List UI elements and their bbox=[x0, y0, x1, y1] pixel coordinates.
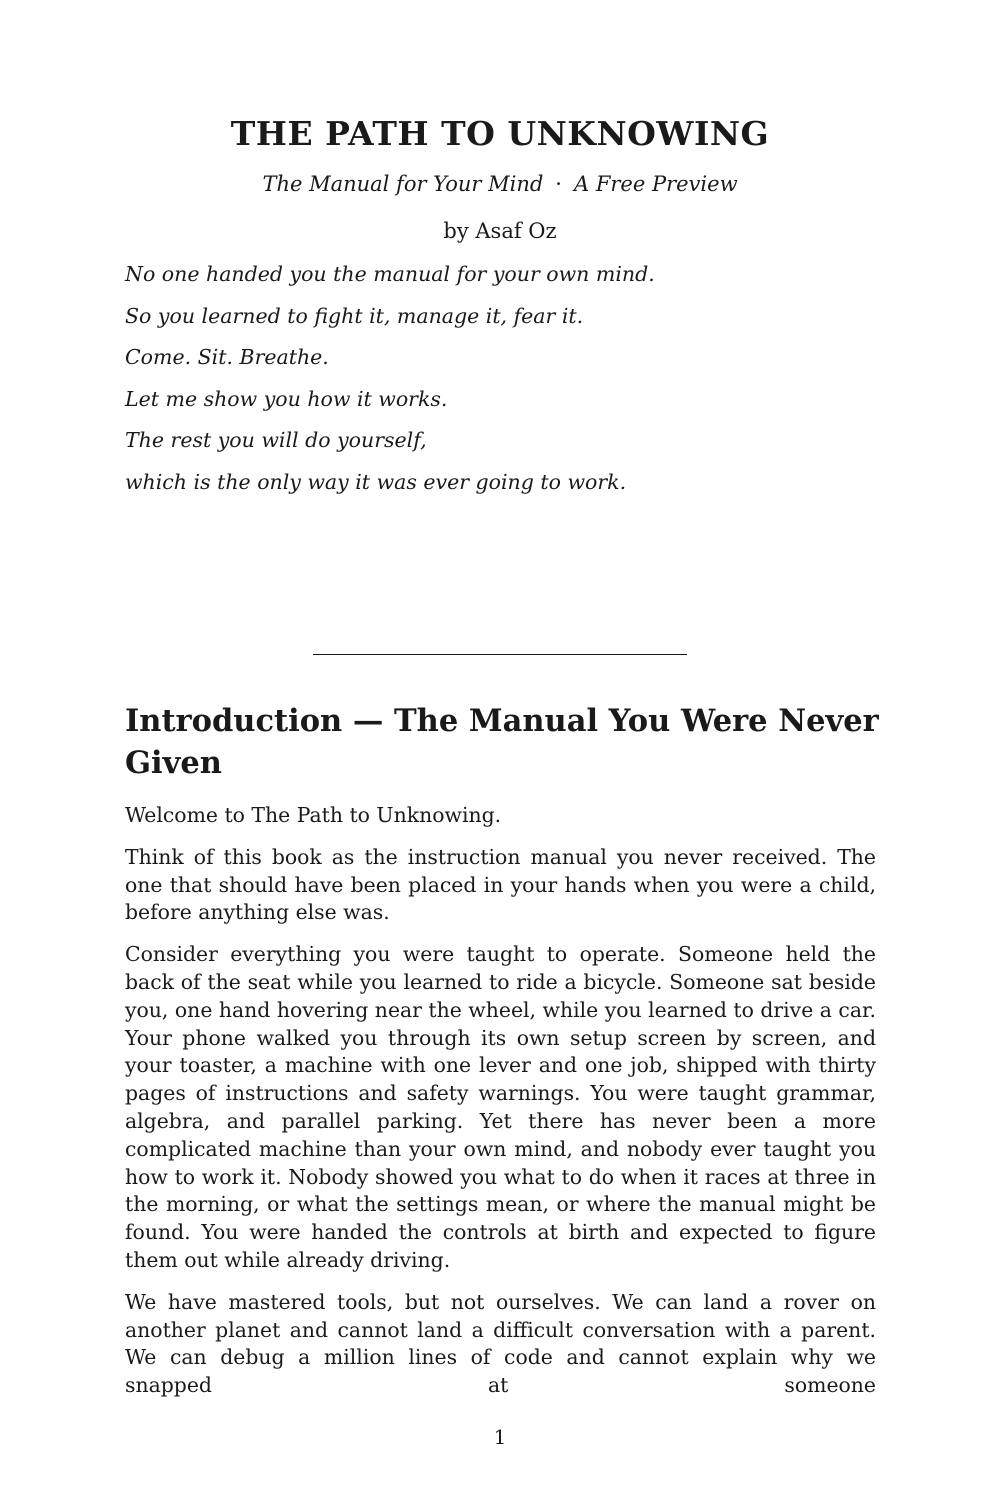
book-author: by Asaf Oz bbox=[443, 219, 557, 243]
subtitle-left: The Manual for Your Mind bbox=[262, 172, 544, 196]
body-paragraph: Welcome to The Path to Unknowing. bbox=[125, 803, 502, 827]
epigraph bbox=[125, 260, 885, 510]
body-paragraph: We have mastered tools, but not ourselves. We can land a rover on another planet and cannot land a difficult conversation with a parent. We can debug a million lines of code and cannot explain why we snapped at someone bbox=[125, 1289, 876, 1398]
body-paragraph: Think of this book as the instruction manual you never received. The one that should have been placed in your hands when you were a child, before anything else was. bbox=[125, 844, 876, 925]
epigraph-line: Come. Sit. Breathe. bbox=[125, 345, 329, 370]
subtitle-right: A Free Preview bbox=[573, 172, 738, 196]
epigraph-line: which is the only way it was ever going to work. bbox=[125, 469, 627, 494]
chapter-body bbox=[125, 802, 876, 1414]
subtitle-separator: · bbox=[555, 172, 562, 196]
section-divider bbox=[313, 654, 687, 655]
book-title: THE PATH TO UNKNOWING bbox=[230, 114, 770, 153]
epigraph-line: So you learned to fight it, manage it, fear it. bbox=[125, 303, 584, 328]
body-paragraph: Consider everything you were taught to operate. Someone held the back of the seat while you learned to ride a bicycle. Someone sat beside you, one hand hovering near the wheel, while you learned to drive a car. Your phone walked you through its own setup screen by screen, and your toaster, a machine with one lever and one job, shipped with thirty pages of instructions and safety warnings. You were taught grammar, algebra, and parallel parking. Yet there has never been a more complicated machine than your own mind, and nobody ever taught you how to work it. Nobody showed you what to do when it races at three in the morning, or what the settings mean, or where the manual might be found. You were handed the controls at birth and expected to figure them out while already driving. bbox=[125, 942, 876, 1272]
epigraph-line: The rest you will do yourself, bbox=[125, 428, 427, 453]
epigraph-line: No one handed you the manual for your own mind. bbox=[125, 262, 655, 286]
book-subtitle bbox=[0, 172, 1000, 196]
page-number: 1 bbox=[493, 1425, 507, 1449]
chapter-title: Introduction — The Manual You Were Never Given bbox=[125, 703, 879, 781]
epigraph-line: Let me show you how it works. bbox=[125, 386, 448, 411]
